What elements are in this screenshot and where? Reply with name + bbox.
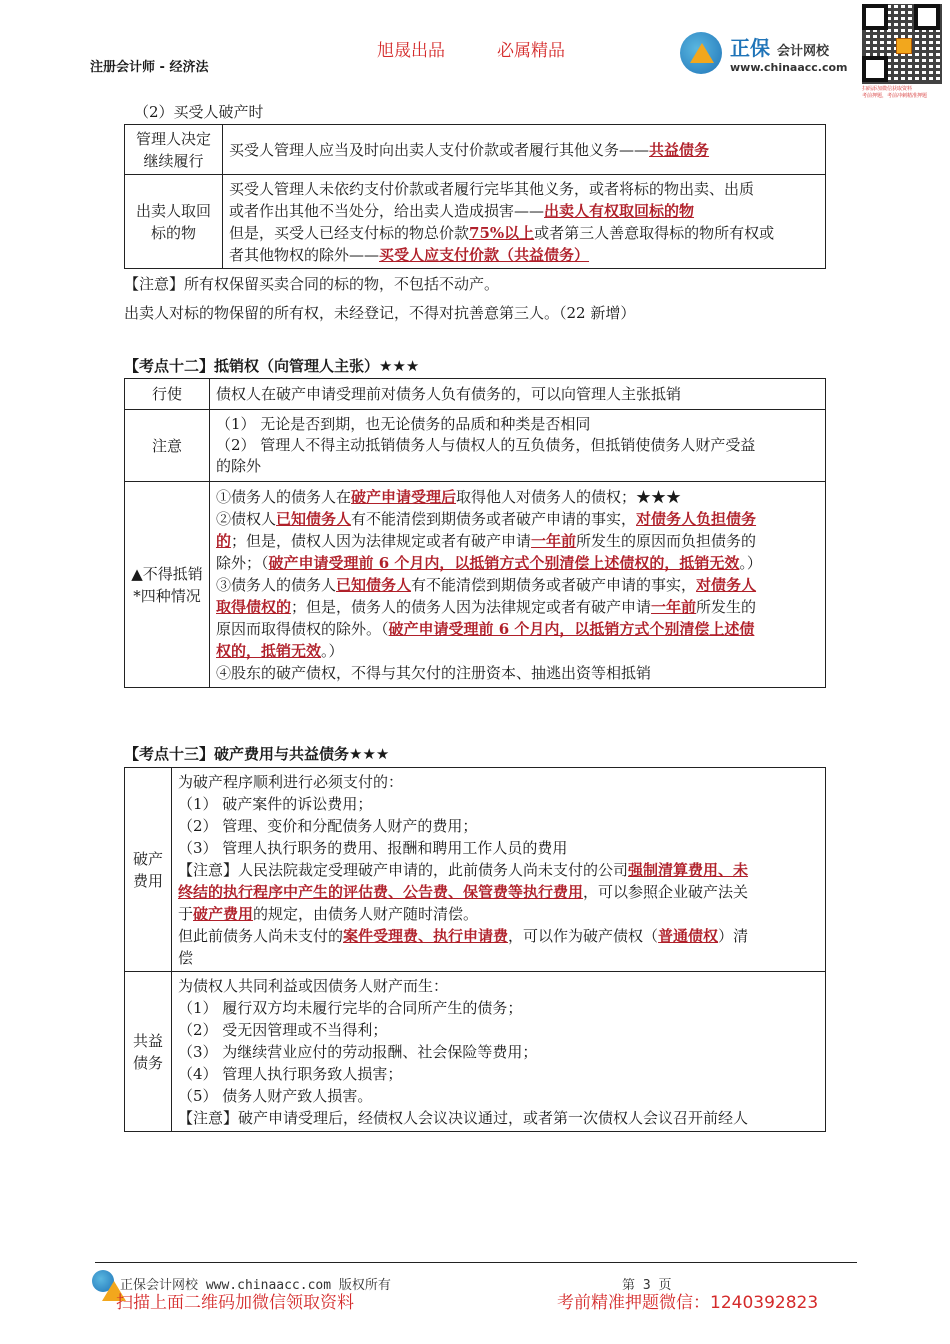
header-slogan-2: 必属精品 <box>497 41 565 61</box>
setoff-table <box>124 378 826 688</box>
row-content: 为破产程序顺利进行必须支付的： （1） 破产案件的诉讼费用； （2） 管理、变价和分配债务人财产的费用； （3） 管理人执行职务的费用、报酬和聘用工作人员的费用 【注意】人民法院裁定受理破产申请的，此前债务人尚未支付的公司强制清算费用、未 终结的执行程序中产生的评估费、公告费、保管费等执行费用，可以参照企业破产法关 于破产费用的规定，由债务人财产随时清偿。 但此前债务人尚未支付的案件受理费、执行申请费，可以作为破产债权（普通债权）清 偿 <box>172 768 826 972</box>
footer-page-number: 第 3 页 <box>622 1278 672 1293</box>
qr-caption-2: 考前押题，考前冲刺精准押题 <box>862 93 928 99</box>
table-row <box>125 175 826 269</box>
footer-logo-icon <box>92 1270 114 1292</box>
row-label: 注意 <box>125 410 210 482</box>
logo-url: www.chinaacc.com <box>730 61 848 74</box>
qr-caption-1: 扫码添加微信获取资料 <box>862 86 913 92</box>
chinaacc-logo <box>680 32 848 74</box>
row-content: 债权人在破产申请受理前对债务人负有债务的，可以向管理人主张抵销 <box>210 379 826 410</box>
note-2: 出卖人对标的物保留的所有权，未经登记，不得对抗善意第三人。（22 新增） <box>124 304 636 322</box>
table-row <box>125 125 826 175</box>
buyer-bankruptcy-table <box>124 124 826 269</box>
header-slogan-1: 旭晟出品 <box>377 41 445 61</box>
row-label: 行使 <box>125 379 210 410</box>
section-title-13: 【考点十三】破产费用与共益债务★★★ <box>124 745 390 763</box>
qr-code <box>862 4 942 84</box>
row-label: ▲不得抵销*四种情况 <box>125 482 210 688</box>
row-label: 破产费用 <box>125 768 172 972</box>
footer-divider <box>95 1262 857 1263</box>
course-title: 注册会计师 - 经济法 <box>90 60 209 75</box>
row-label: 出卖人取回标的物 <box>125 175 223 269</box>
bankruptcy-costs-table <box>124 767 826 1132</box>
row-content: 为债权人共同利益或因债务人财产而生： （1） 履行双方均未履行完毕的合同所产生的债务； （2） 受无因管理或不当得利； （3） 为继续营业应付的劳动报酬、社会保险等费用； （4） 管理人执行职务致人损害； （5） 债务人财产致人损害。 【注意】破产申请受理后，经债权人会议决议通过，或者第一次债权人会议召开前经人 <box>172 972 826 1132</box>
row-content: 买受人管理人未依约支付价款或者履行完毕其他义务，或者将标的物出卖、出质 或者作出其他不当处分，给出卖人造成损害——出卖人有权取回标的物 但是，买受人已经支付标的物总价款75%以上或者第三人善意取得标的物所有权或 者其他物权的除外——买受人应支付价款（共益债务） <box>223 175 826 269</box>
table-row <box>125 379 826 410</box>
row-content: （1） 无论是否到期，也无论债务的品质和种类是否相同 （2） 管理人不得主动抵销债务人与债权人的互负债务，但抵销使债务人财产受益 的除外 <box>210 410 826 482</box>
row-label: 共益债务 <box>125 972 172 1132</box>
table-row <box>125 972 826 1132</box>
section-title-12: 【考点十二】抵销权（向管理人主张）★★★ <box>124 357 420 375</box>
footer-promo-right: 考前精准押题微信：1240392823 <box>557 1293 819 1313</box>
logo-mark-icon <box>680 32 722 74</box>
row-content: 买受人管理人应当及时向出卖人支付价款或者履行其他义务——共益债务 <box>223 125 826 175</box>
note-1: 【注意】所有权保留买卖合同的标的物，不包括不动产。 <box>124 275 500 293</box>
section-intro: （2）买受人破产时 <box>134 103 264 121</box>
row-label: 管理人决定继续履行 <box>125 125 223 175</box>
table-row <box>125 482 826 688</box>
table-row <box>125 768 826 972</box>
footer-promo-left: 扫描上面二维码加微信领取资料 <box>116 1293 354 1313</box>
footer-copyright: 正保会计网校 www.chinaacc.com 版权所有 <box>120 1278 391 1293</box>
row-content: ①债务人的债务人在破产申请受理后取得他人对债务人的债权；★★★ ②债权人已知债务人有不能清偿到期债务或者破产申请的事实，对债务人负担债务 的；但是，债权人因为法律规定或者有破产申请一年前所发生的原因而负担债务的 除外；（破产申请受理前 6 个月内，以抵销方式个别清偿上述债权的，抵销无效。） ③债务人的债务人已知债务人有不能清偿到期债务或者破产申请的事实，对债务人 取得债权的；但是，债务人的债务人因为法律规定或者有破产申请一年前所发生的 原因而取得债权的除外。（破产申请受理前 6 个月内，以抵销方式个别清偿上述债 权的，抵销无效。） ④股东的破产债权，不得与其欠付的注册资本、抽逃出资等相抵销 <box>210 482 826 688</box>
table-row <box>125 410 826 482</box>
logo-name: 正保 会计网校 <box>730 36 829 60</box>
